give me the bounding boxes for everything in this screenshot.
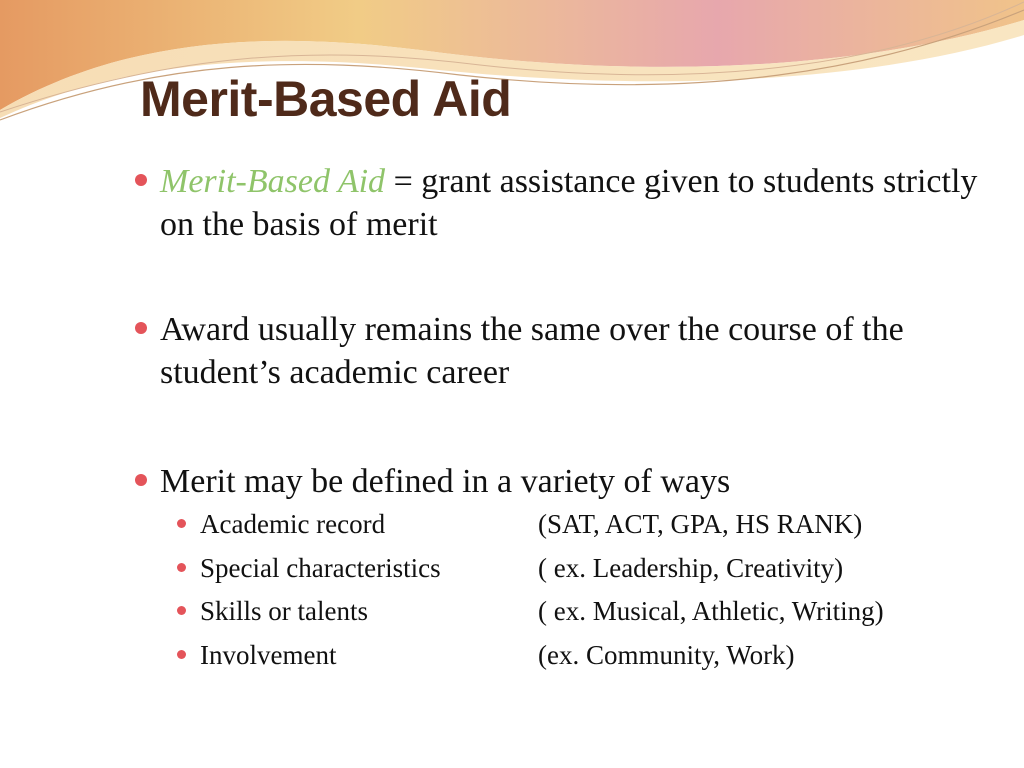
sub-item-example: (ex. Community, Work) <box>538 639 795 670</box>
sub-item-example: (SAT, ACT, GPA, HS RANK) <box>538 509 863 539</box>
bullet-merit-definition <box>130 160 980 246</box>
bullet-merit-ways <box>130 460 980 677</box>
bullet-text: Merit may be defined in a variety of ways <box>160 463 731 500</box>
sub-item-label: Special characteristics <box>200 552 441 583</box>
sub-item-label: Skills or talents <box>200 596 368 626</box>
sub-item-skills-talents <box>130 590 980 634</box>
sub-item-label: Involvement <box>200 639 337 670</box>
sub-item-label: Academic record <box>200 509 386 539</box>
slide-title: Merit-Based Aid <box>140 71 512 127</box>
sub-item-involvement <box>130 634 980 678</box>
bullet-text: = grant assistance given to students strictly on the basis of merit <box>160 163 978 243</box>
sub-bullet-icon <box>177 563 186 572</box>
sub-bullet-icon <box>177 650 186 659</box>
bullet-icon <box>135 322 147 334</box>
bullet-icon <box>135 174 147 186</box>
sub-item-special-characteristics <box>130 547 980 591</box>
term-merit-based-aid: Merit-Based Aid <box>160 163 386 200</box>
bullet-award-same <box>130 308 980 394</box>
sub-bullet-icon <box>177 519 186 528</box>
sub-item-academic-record <box>130 503 980 547</box>
bullet-icon <box>135 474 147 486</box>
sub-bullet-icon <box>177 606 186 615</box>
sub-item-example: ( ex. Musical, Athletic, Writing) <box>538 596 884 626</box>
bullet-text: Award usually remains the same over the course of the student’s academic career <box>160 311 904 391</box>
sub-item-example: ( ex. Leadership, Creativity) <box>538 552 844 583</box>
